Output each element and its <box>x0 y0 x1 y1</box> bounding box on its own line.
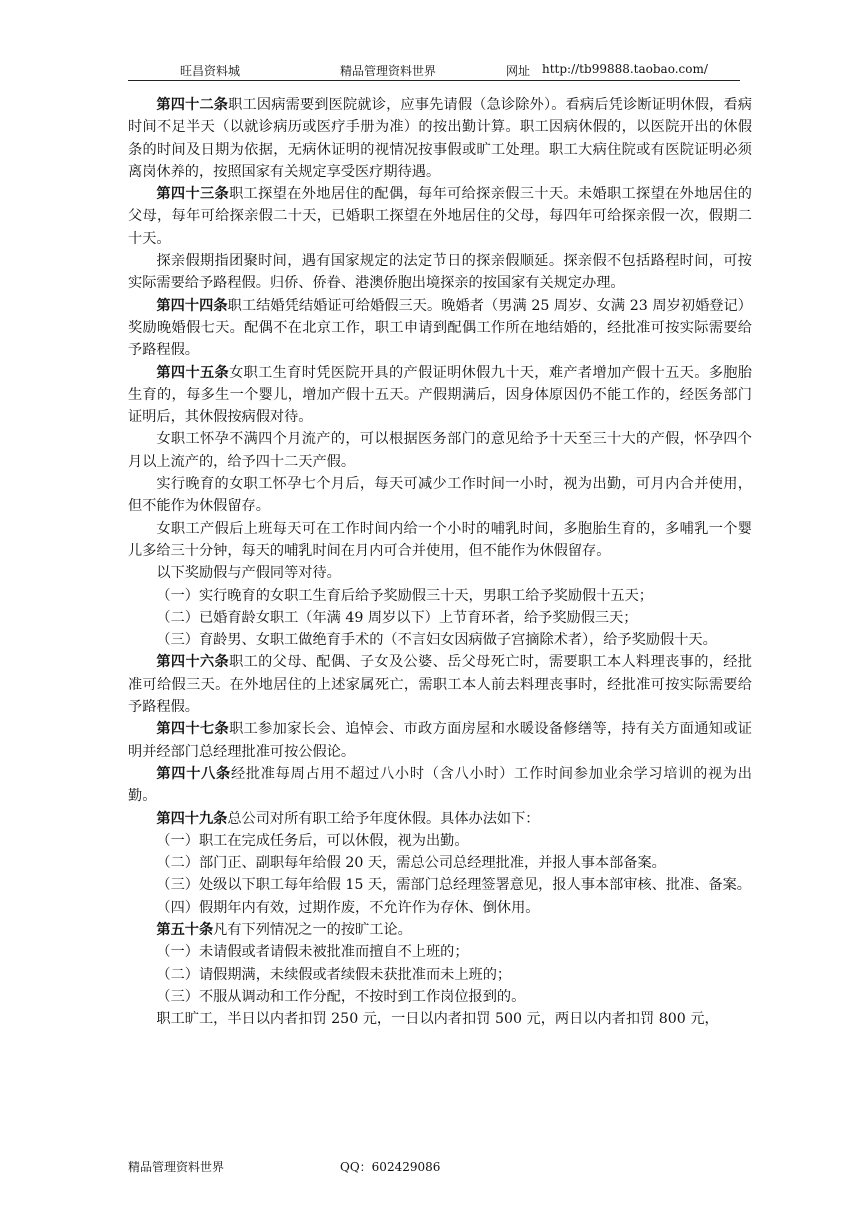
paragraph-text: 探亲假期指团聚时间，遇有国家规定的法定节日的探亲假顺延。探亲假不包括路程时间，可按实际需要给予路程假。归侨、侨眷、港澳侨胞出境探亲的按国家有关规定办理。 <box>128 253 752 292</box>
article-heading: 第四十九条 <box>156 810 228 827</box>
footer-qq: QQ：602429086 <box>340 1160 441 1174</box>
paragraph <box>128 585 752 607</box>
header-site-name: 旺昌资料城 <box>180 64 241 78</box>
paragraph-text: （三）育龄男、女职工做绝育手术的（不言妇女因病做子宫摘除术者），给予奖励假十天。 <box>156 632 717 649</box>
paragraph <box>128 919 752 941</box>
paragraph-text: （一）实行晚育的女职工生育后给予奖励假三十天，男职工给予奖励假十五天； <box>156 587 653 604</box>
article-heading: 第四十八条 <box>156 765 231 782</box>
header-url[interactable]: http://tb99888.taobao.com/ <box>542 62 708 76</box>
paragraph-text: 凡有下列情况之一的按旷工论。 <box>213 921 412 938</box>
article-heading: 第五十条 <box>156 921 214 938</box>
paragraph <box>128 852 752 874</box>
paragraph-text: （三）处级以下职工每年给假 15 天，需部门总经理签署意见，报人事本部审核、批准、备案。 <box>156 877 751 894</box>
paragraph <box>128 518 752 563</box>
paragraph <box>128 941 752 963</box>
paragraph <box>128 94 752 183</box>
paragraph <box>128 763 752 808</box>
paragraph <box>128 808 752 830</box>
paragraph-text: 女职工产假后上班每天可在工作时间内给一个小时的哺乳时间，多胞胎生育的，多哺乳一个婴儿多给三十分钟，每天的哺乳时间在月内可合并使用，但不能作为休假留存。 <box>128 520 752 559</box>
paragraph <box>128 607 752 629</box>
article-heading: 第四十五条 <box>156 364 230 381</box>
paragraph-text: （二）请假期满，未续假或者续假未获批准而未上班的； <box>156 966 512 983</box>
header-url-label: 网址 <box>506 64 531 78</box>
paragraph-text: 职工旷工，半日以内者扣罚 250 元，一日以内者扣罚 500 元，两日以内者扣罚 800 元， <box>156 1011 719 1028</box>
document-body <box>128 94 752 1030</box>
paragraph <box>128 473 752 518</box>
page-header <box>128 62 740 81</box>
paragraph-text: 职工的父母、配偶、子女及公婆、岳父母死亡时，需要职工本人料理丧事的，经批准可给假三天。在外地居住的上述家属死亡，需职工本人前去料理丧事时，经批准可按实际需要给予路程假。 <box>128 654 752 716</box>
article-heading: 第四十六条 <box>156 654 230 671</box>
paragraph-text: 以下奖励假与产假同等对待。 <box>156 565 341 582</box>
paragraph-text: 职工探望在外地居住的配偶，每年可给探亲假三十天。未婚职工探望在外地居住的父母，每年可给探亲假二十天，已婚职工探望在外地居住的父母，每四年可给探亲假一次，假期二十天。 <box>128 186 752 247</box>
paragraph <box>128 250 752 295</box>
paragraph-text: （二）已婚育龄女职工（年满 49 周岁以下）上节育环者，给予奖励假三天； <box>156 609 638 626</box>
paragraph <box>128 874 752 896</box>
paragraph <box>128 183 752 250</box>
footer-site-name: 精品管理资料世界 <box>128 1160 225 1174</box>
header-title: 精品管理资料世界 <box>340 64 437 78</box>
paragraph-text: （四）假期年内有效，过期作废，不允许作为存休、倒休用。 <box>156 899 540 916</box>
paragraph-text: （二）部门正、副职每年给假 20 天，需总公司总经理批准，并报人事本部备案。 <box>156 855 666 872</box>
paragraph-text: 职工结婚凭结婚证可给婚假三天。晚婚者（男满 25 周岁、女满 23 周岁初婚登记）奖励晚婚假七天。配偶不在北京工作，职工申请到配偶工作所在地结婚的，经批准可按实际需要给予路程假。 <box>128 297 752 359</box>
article-heading: 第四十三条 <box>156 186 230 203</box>
paragraph <box>128 562 752 584</box>
paragraph <box>128 830 752 852</box>
paragraph <box>128 897 752 919</box>
article-heading: 第四十七条 <box>156 721 230 738</box>
page-footer <box>128 1158 740 1176</box>
paragraph-text: 职工因病需要到医院就诊，应事先请假（急诊除外）。看病后凭诊断证明休假，看病时间不足半天（以就诊病历或医疗手册为准）的按出勤计算。职工因病休假的，以医院开出的休假条的时间及日期为依据，无病休证明的视情况按事假或旷工处理。职工大病住院或有医院证明必须离岗休养的，按照国家有关规定享受医疗期待遇。 <box>128 97 752 180</box>
paragraph <box>128 651 752 718</box>
paragraph <box>128 428 752 473</box>
paragraph-text: （一）未请假或者请假未被批准而擅自不上班的； <box>156 944 469 961</box>
paragraph-text: 女职工生育时凭医院开具的产假证明休假九十天，难产者增加产假十五天。多胞胎生育的，每多生一个婴儿，增加产假十五天。产假期满后，因身体原因仍不能工作的，经医务部门证明后，其休假按病假对待。 <box>128 364 752 426</box>
paragraph <box>128 295 752 362</box>
paragraph-text: 女职工怀孕不满四个月流产的，可以根据医务部门的意见给予十天至三十大的产假，怀孕四个月以上流产的，给予四十二天产假。 <box>128 431 752 470</box>
article-heading: 第四十四条 <box>156 297 228 314</box>
paragraph <box>128 1008 752 1030</box>
paragraph <box>128 986 752 1008</box>
paragraph-text: 总公司对所有职工给予年度休假。具体办法如下： <box>227 810 540 827</box>
paragraph <box>128 362 752 429</box>
article-heading: 第四十二条 <box>156 97 229 113</box>
paragraph <box>128 629 752 651</box>
paragraph <box>128 718 752 763</box>
paragraph <box>128 964 752 986</box>
paragraph-text: 实行晚育的女职工怀孕七个月后，每天可减少工作时间一小时，视为出勤，可月内合并使用，但不能作为休假留存。 <box>128 476 752 515</box>
paragraph-text: 经批准每周占用不超过八小时（含八小时）工作时间参加业余学习培训的视为出勤。 <box>128 765 752 805</box>
paragraph-text: （一）职工在完成任务后，可以休假，视为出勤。 <box>156 832 469 849</box>
paragraph-text: 职工参加家长会、追悼会、市政方面房屋和水暖设备修缮等，持有关方面通知或证明并经部门总经理批准可按公假论。 <box>128 721 752 760</box>
paragraph-text: （三）不服从调动和工作分配，不按时到工作岗位报到的。 <box>156 988 526 1005</box>
